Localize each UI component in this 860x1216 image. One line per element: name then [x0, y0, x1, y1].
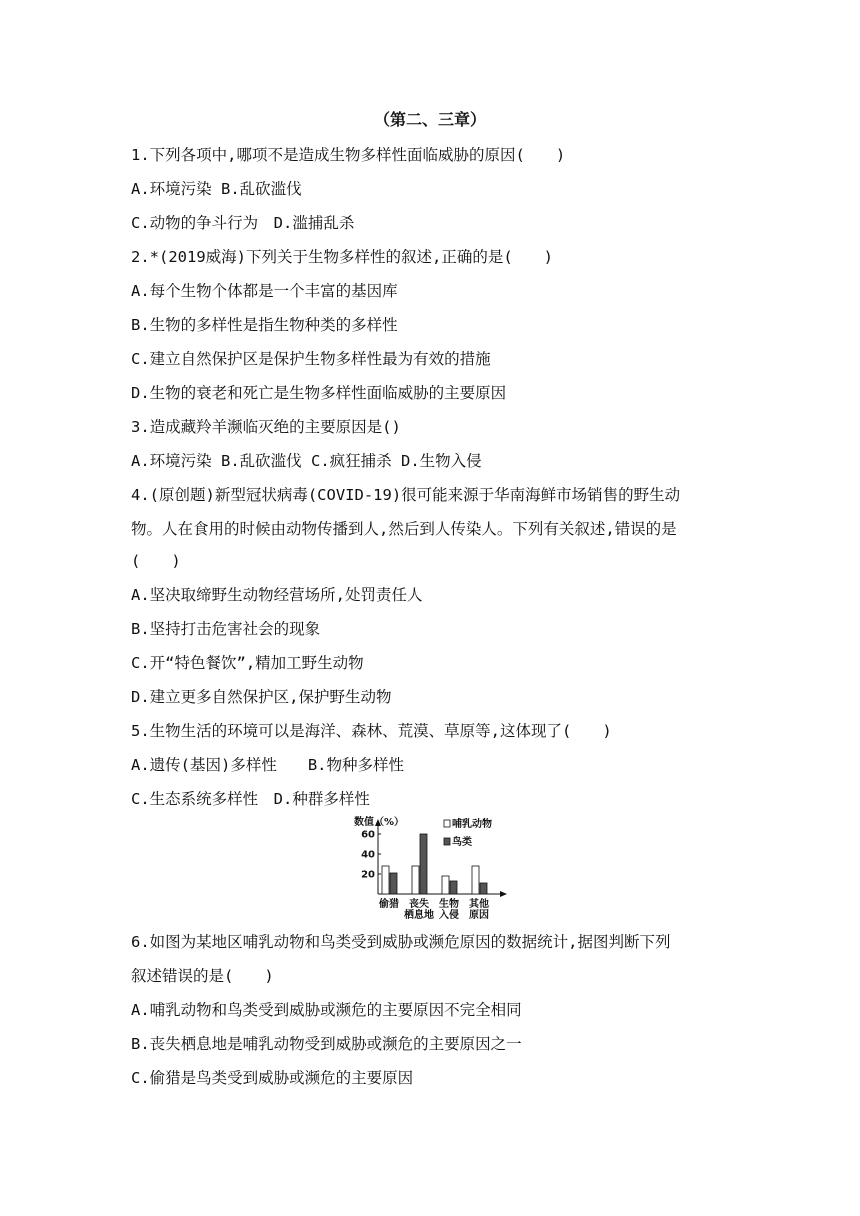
bar-birds-2 [450, 881, 457, 894]
q2-option-c: C.建立自然保护区是保护生物多样性最为有效的措施 [131, 350, 491, 368]
q6-option-a: A.哺乳动物和鸟类受到威胁或濒危的主要原因不完全相同 [131, 1001, 522, 1019]
x-category-label: 入侵 [439, 910, 459, 921]
q5-options-cd: C.生态系统多样性 D.种群多样性 [131, 790, 370, 808]
q6-stem-line1: 6.如图为某地区哺乳动物和鸟类受到威胁或濒危原因的数据统计,据图判断下列 [131, 933, 671, 951]
q3-stem: 3.造成藏羚羊濒临灭绝的主要原因是() [131, 418, 401, 436]
x-category-label: 其他 [469, 899, 489, 910]
q5-options-ab: A.遗传(基因)多样性 B.物种多样性 [131, 756, 404, 774]
q4-stem-line1: 4.(原创题)新型冠状病毒(COVID-19)很可能来源于华南海鲜市场销售的野生动 [131, 486, 681, 504]
x-axis-arrow [500, 891, 507, 897]
legend-swatch-birds [444, 838, 450, 845]
bar-birds-3 [480, 883, 487, 894]
x-category-label: 原因 [469, 910, 489, 921]
q2-stem: 2.*(2019威海)下列关于生物多样性的叙述,正确的是( ) [131, 248, 553, 266]
q2-option-a: A.每个生物个体都是一个丰富的基因库 [131, 282, 398, 300]
q1-options-cd: C.动物的争斗行为 D.滥捕乱杀 [131, 214, 355, 232]
q6-stem-line2: 叙述错误的是( ) [131, 967, 274, 985]
q6-option-b: B.丧失栖息地是哺乳动物受到威胁或濒危的主要原因之一 [131, 1035, 522, 1053]
q4-option-c: C.开“特色餐饮”,精加工野生动物 [131, 654, 364, 672]
q4-stem-line2: 物。人在食用的时候由动物传播到人,然后到人传染人。下列有关叙述,错误的是 [131, 520, 677, 538]
bar-mammals-0 [382, 866, 389, 894]
legend-swatch-mammals [444, 820, 450, 827]
q4-option-d: D.建立更多自然保护区,保护野生动物 [131, 688, 392, 706]
q4-option-b: B.坚持打击危害社会的现象 [131, 620, 321, 638]
legend-label-mammals: 哺乳动物 [452, 819, 492, 830]
section-title: （第二、三章） [373, 110, 486, 129]
y-axis-label: 数值（%） [354, 817, 405, 828]
x-category-label: 丧失 [409, 899, 429, 910]
y-tick-label: 40 [361, 849, 375, 861]
bar-birds-0 [390, 873, 397, 894]
q2-option-b: B.生物的多样性是指生物种类的多样性 [131, 316, 398, 334]
q5-stem: 5.生物生活的环境可以是海洋、森林、荒漠、草原等,这体现了( ) [131, 722, 612, 740]
y-tick-label: 60 [361, 829, 375, 841]
q1-stem: 1.下列各项中,哪项不是造成生物多样性面临威胁的原因( ) [131, 146, 566, 164]
y-tick-label: 20 [361, 869, 375, 881]
bar-mammals-3 [472, 866, 479, 894]
bar-mammals-1 [412, 866, 419, 894]
x-category-label: 栖息地 [404, 910, 434, 921]
q6-option-c: C.偷猎是鸟类受到威胁或濒危的主要原因 [131, 1069, 414, 1087]
q4-option-a: A.坚决取缔野生动物经营场所,处罚责任人 [131, 586, 423, 604]
q4-stem-line3: ( ) [131, 552, 181, 570]
bar-birds-1 [420, 834, 427, 894]
q3-options: A.环境污染 B.乱砍滥伐 C.疯狂捕杀 D.生物入侵 [131, 452, 482, 470]
x-category-label: 生物 [439, 899, 459, 910]
x-category-label: 偷猎 [379, 899, 399, 910]
legend-label-birds: 鸟类 [452, 837, 472, 848]
bar-mammals-2 [442, 876, 449, 894]
q2-option-d: D.生物的衰老和死亡是生物多样性面临威胁的主要原因 [131, 384, 507, 402]
q1-options-ab: A.环境污染 B.乱砍滥伐 [131, 180, 302, 198]
threat-causes-bar-chart [338, 812, 518, 928]
